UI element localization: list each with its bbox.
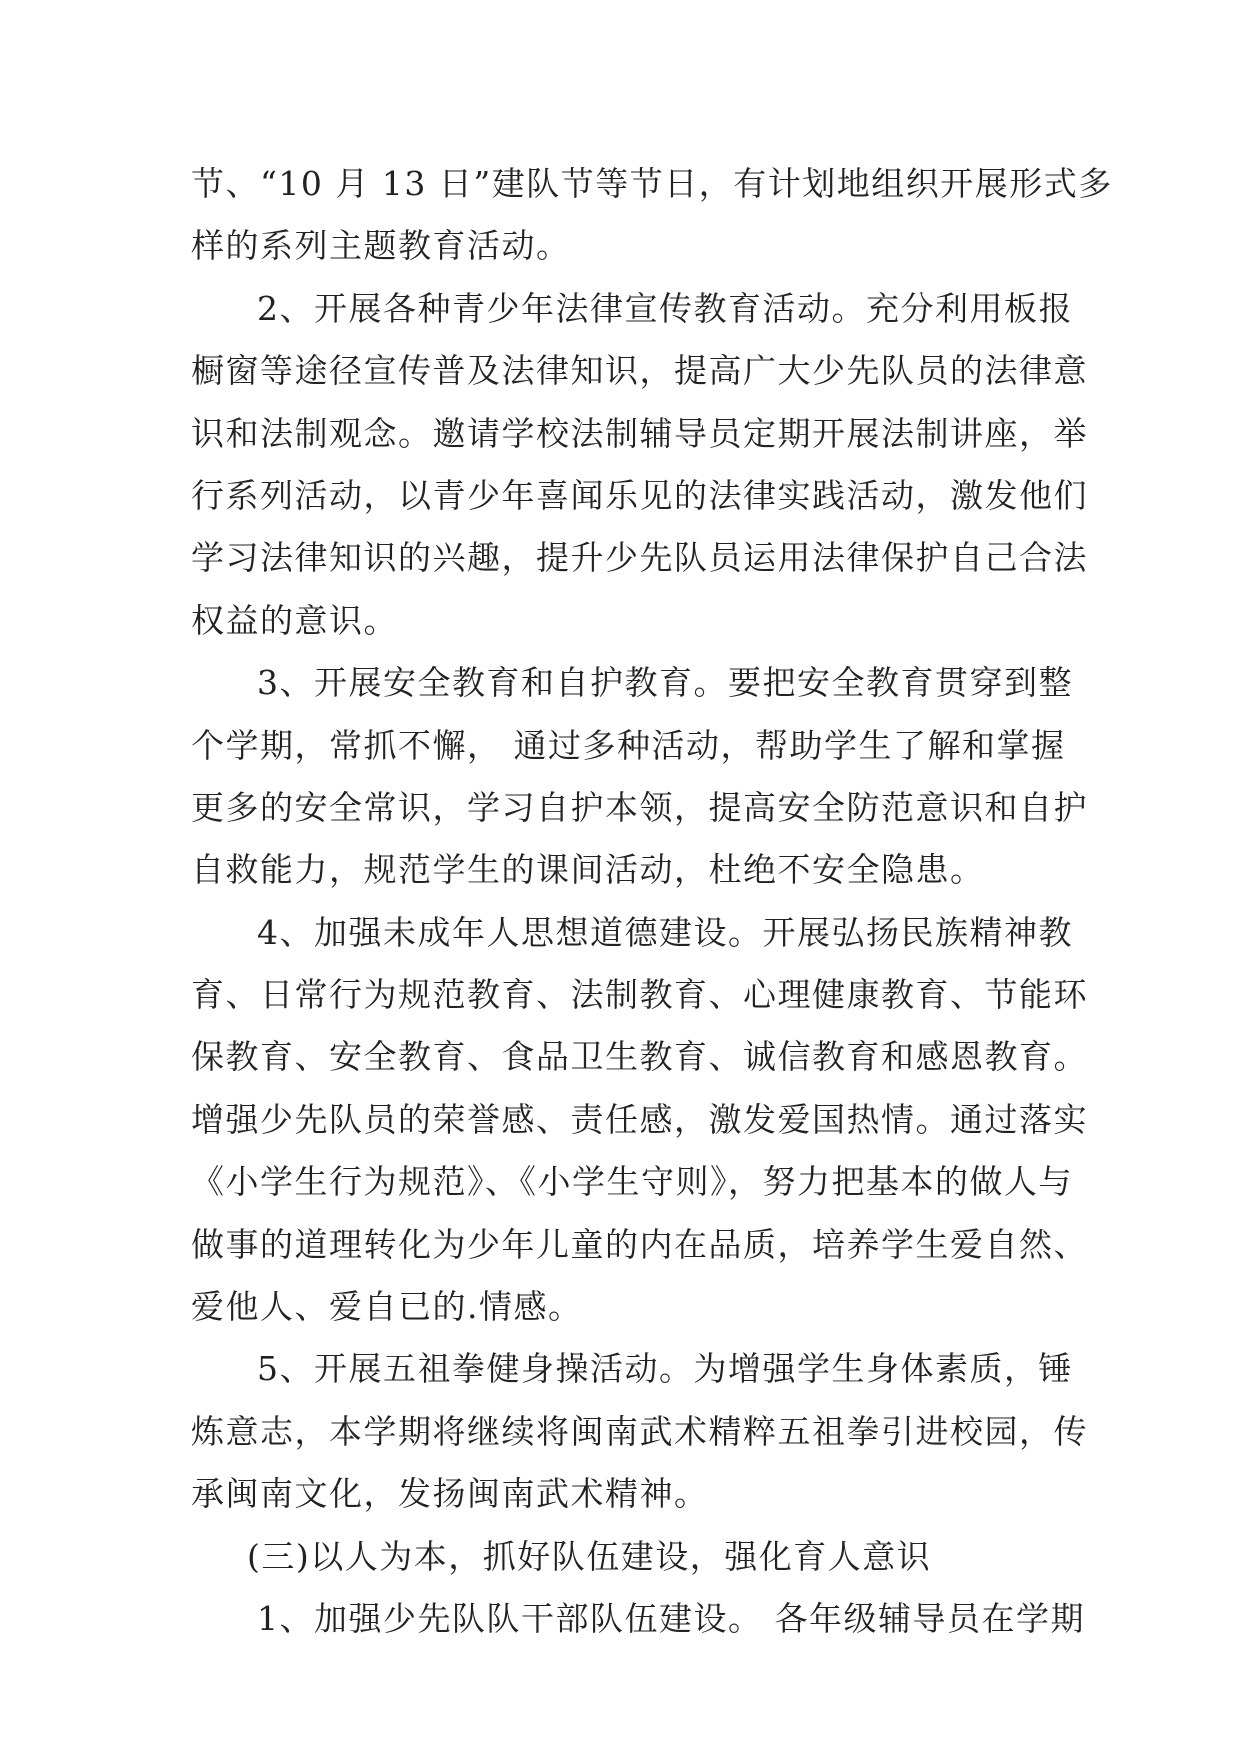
- text-line: 育、日常行为规范教育、法制教育、心理健康教育、节能环: [191, 975, 1088, 1015]
- text-line: 做事的道理转化为少年儿童的内在品质，培养学生爱自然、: [191, 1224, 1088, 1264]
- text-line: 《小学生行为规范》、《小学生守则》，努力把基本的做人与: [191, 1162, 1073, 1202]
- text-line: 权益的意识。: [191, 600, 398, 640]
- text-line: 承闽南文化，发扬闽南武术精神。: [191, 1474, 709, 1514]
- text-line: 保教育、安全教育、食品卫生教育、诚信教育和感恩教育。: [191, 1037, 1088, 1077]
- paragraph-start-line: 3、开展安全教育和自护教育。要把安全教育贯穿到整: [257, 663, 1073, 703]
- text-line: 学习法律知识的兴趣，提升少先队员运用法律保护自己合法: [191, 538, 1088, 578]
- text-line: 炼意志，本学期将继续将闽南武术精粹五祖拳引进校园，传: [191, 1411, 1088, 1451]
- paragraph-start-line: 5、开展五祖拳健身操活动。为增强学生身体素质，锤: [257, 1349, 1073, 1389]
- section-heading: (三)以人为本，抓好队伍建设，强化育人意识: [247, 1536, 932, 1576]
- text-line: 自救能力，规范学生的课间活动，杜绝不安全隐患。: [191, 850, 985, 890]
- paragraph-start-line: 2、开展各种青少年法律宣传教育活动。充分利用板报: [257, 288, 1073, 328]
- body-text: [191, 153, 1113, 1650]
- text-line: 更多的安全常识，学习自护本领，提高安全防范意识和自护: [191, 787, 1088, 827]
- paragraph-start-line: 4、加强未成年人思想道德建设。开展弘扬民族精神教: [257, 912, 1073, 952]
- text-line: 识和法制观念。邀请学校法制辅导员定期开展法制讲座，举: [191, 413, 1088, 453]
- text-line: 样的系列主题教育活动。: [191, 226, 571, 266]
- text-line: 增强少先队员的荣誉感、责任感，激发爱国热情。通过落实: [191, 1099, 1088, 1139]
- text-line: 橱窗等途径宣传普及法律知识，提高广大少先队员的法律意: [191, 351, 1088, 391]
- text-line: 节、“10 月 13 日”建队节等节日，有计划地组织开展形式多: [191, 164, 1113, 203]
- text-line: 爱他人、爱自已的.情感。: [191, 1287, 583, 1327]
- text-line: 个学期，常抓不懈， 通过多种活动，帮助学生了解和掌握: [191, 725, 1066, 765]
- paragraph-start-line: 1、加强少先队队干部队伍建设。 各年级辅导员在学期: [257, 1598, 1085, 1638]
- text-line: 行系列活动，以青少年喜闻乐见的法律实践活动，激发他们: [191, 475, 1088, 515]
